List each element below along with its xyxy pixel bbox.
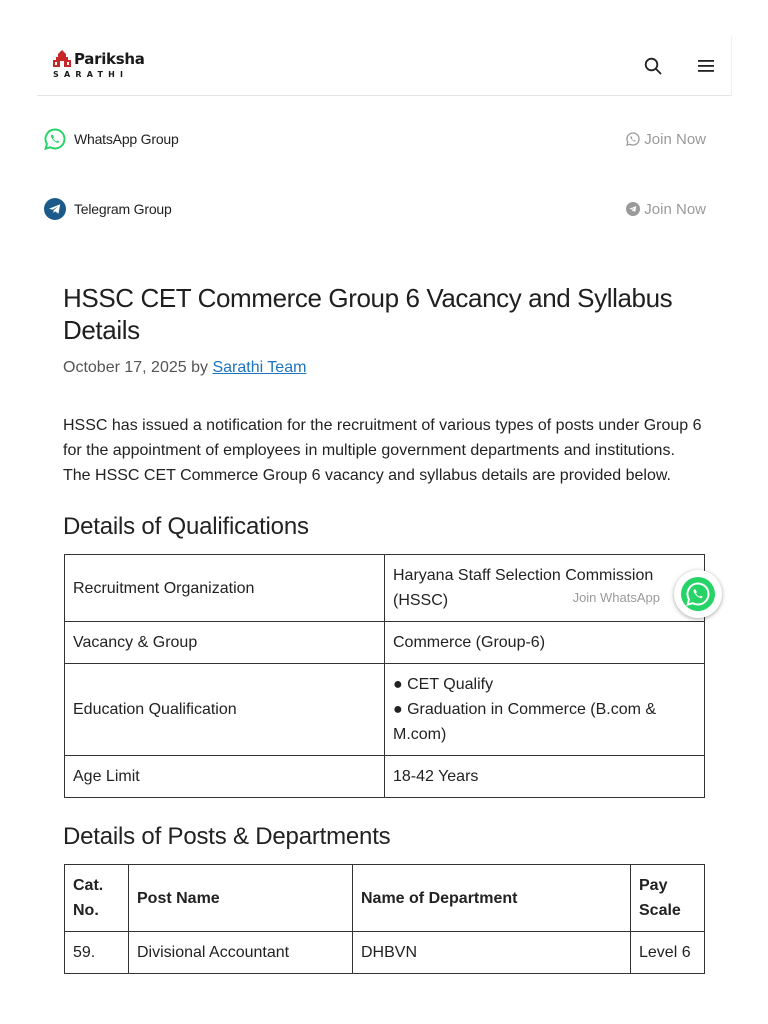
table-cell: 59.	[65, 932, 129, 974]
qualification-item: ● CET Qualify	[393, 676, 494, 693]
table-row	[65, 664, 705, 756]
table-row	[65, 622, 705, 664]
whatsapp-join-label: Join Now	[644, 130, 706, 148]
author-link[interactable]: Sarathi Team	[212, 359, 307, 376]
join-whatsapp-label[interactable]: Join WhatsApp	[572, 590, 660, 605]
posts-table	[64, 864, 705, 974]
whatsapp-group-label: WhatsApp Group	[74, 131, 179, 147]
telegram-group-label: Telegram Group	[74, 201, 172, 217]
table-header-cell: Post Name	[129, 865, 353, 932]
site-logo[interactable]	[51, 48, 147, 84]
posts-heading: Details of Posts & Departments	[63, 823, 391, 850]
table-cell: Education Qualification	[65, 664, 385, 756]
table-cell: DHBVN	[353, 932, 631, 974]
menu-button[interactable]	[694, 54, 718, 78]
table-row	[65, 932, 705, 974]
table-cell: Commerce (Group-6)	[385, 622, 705, 664]
telegram-join-button[interactable]	[626, 197, 706, 221]
table-cell: Age Limit	[65, 756, 385, 798]
search-icon	[644, 57, 662, 75]
table-cell: Divisional Accountant	[129, 932, 353, 974]
table-cell: Vacancy & Group	[65, 622, 385, 664]
table-header-cell: Name of Department	[353, 865, 631, 932]
menu-icon	[698, 59, 714, 73]
article	[63, 282, 705, 974]
table-cell: Haryana Staff Selection Commission (HSSC)	[385, 555, 705, 622]
intro-paragraph: HSSC has issued a notification for the recruitment of various types of posts under Group 6 for the appointment of employees in multiple government departments and institutions. The HSSC CET Commerce Group 6 vacancy and syllabus details are provided below.	[63, 417, 702, 484]
site-header	[37, 36, 732, 96]
qualification-item: ● Graduation in Commerce (B.com & M.com)	[393, 701, 657, 743]
table-cell: Level 6	[631, 932, 705, 974]
telegram-small-icon	[626, 202, 640, 216]
page-title: HSSC CET Commerce Group 6 Vacancy and Syllabus Details	[63, 283, 673, 345]
temple-icon	[51, 49, 73, 69]
telegram-icon	[44, 198, 66, 220]
table-cell: Recruitment Organization	[65, 555, 385, 622]
whatsapp-icon	[678, 574, 718, 614]
post-date: October 17, 2025	[63, 359, 187, 376]
table-header-cell: Pay Scale	[631, 865, 705, 932]
table-row	[65, 555, 705, 622]
whatsapp-small-icon	[626, 132, 640, 146]
whatsapp-icon	[44, 128, 66, 150]
logo-subtitle: SARATHI	[53, 70, 129, 79]
logo-brand-text: Pariksha	[74, 50, 145, 68]
table-header-row	[65, 865, 705, 932]
search-button[interactable]	[641, 54, 665, 78]
floating-whatsapp-button[interactable]	[674, 570, 722, 618]
post-meta	[63, 359, 705, 377]
whatsapp-group-row	[44, 127, 706, 151]
table-cell: 18-42 Years	[385, 756, 705, 798]
table-row	[65, 756, 705, 798]
whatsapp-join-button[interactable]	[626, 127, 706, 151]
qualifications-heading: Details of Qualifications	[63, 513, 309, 540]
telegram-group-row	[44, 197, 706, 221]
telegram-join-label: Join Now	[644, 200, 706, 218]
table-cell	[385, 664, 705, 756]
post-by: by	[191, 359, 208, 376]
table-header-cell: Cat. No.	[65, 865, 129, 932]
